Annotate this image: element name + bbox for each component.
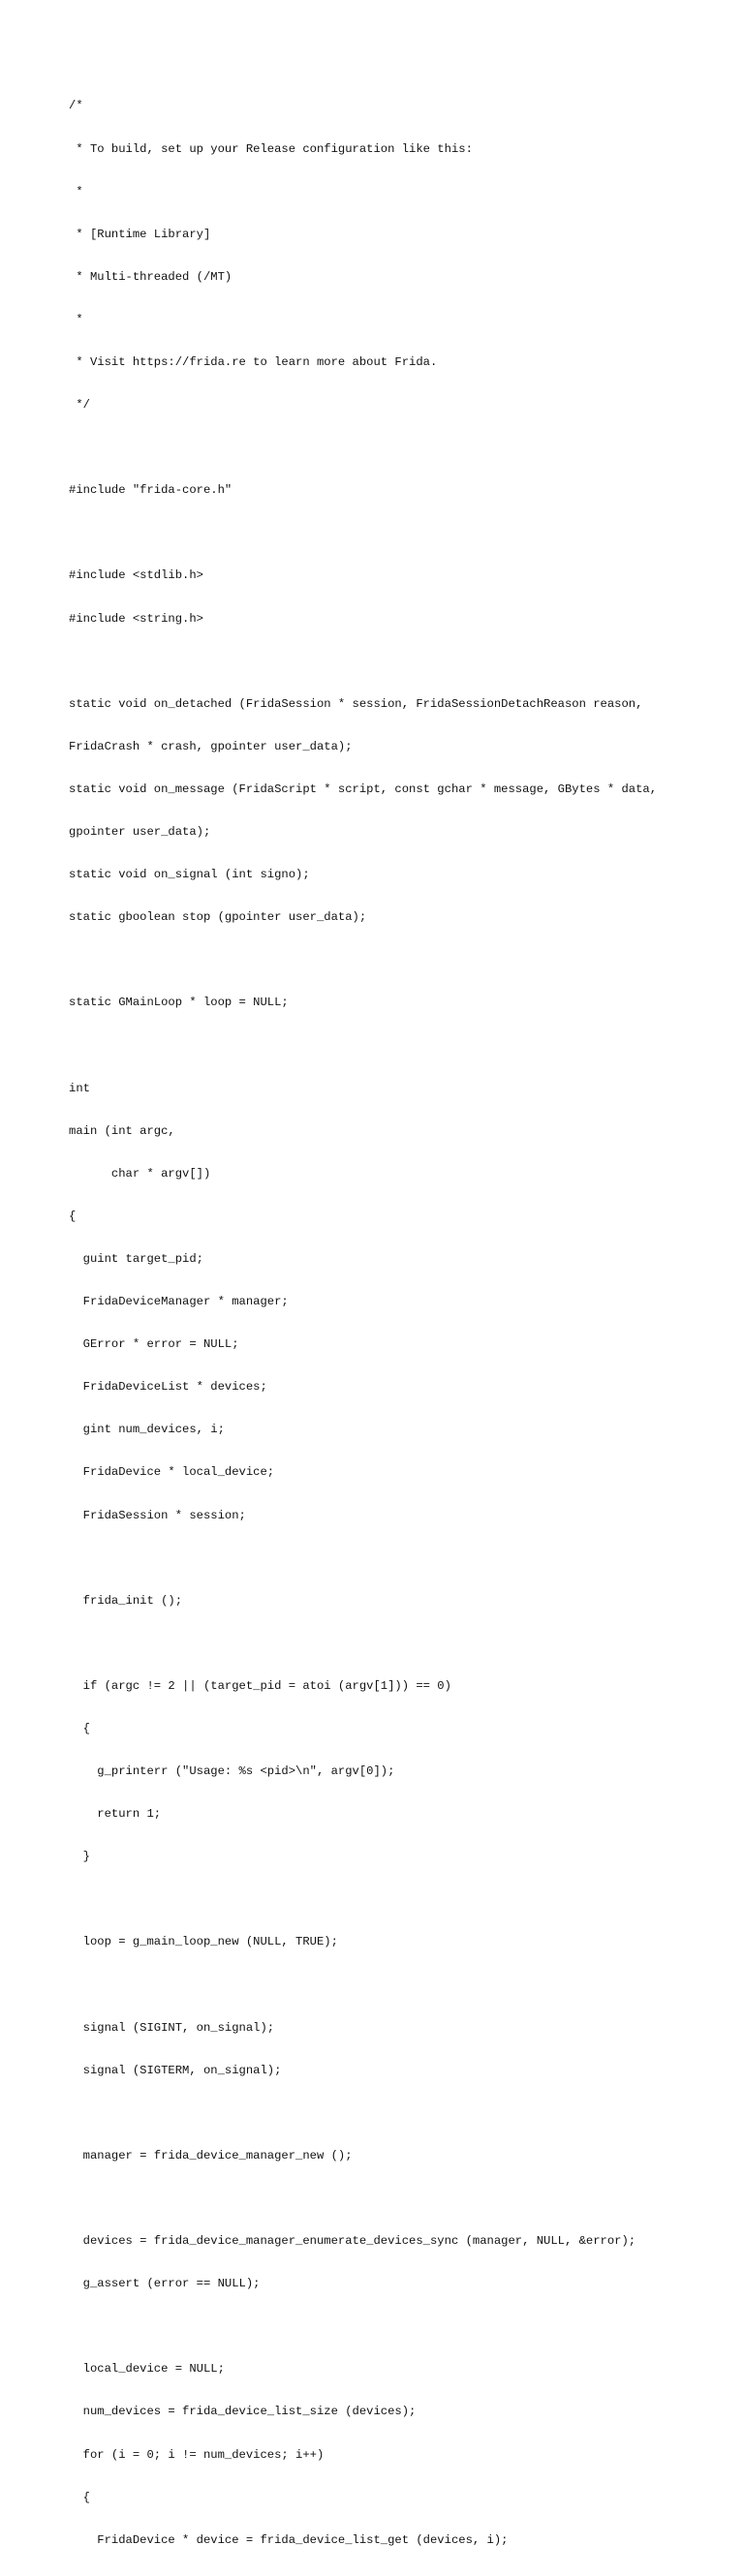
code-line: local_device = NULL;	[69, 2362, 225, 2377]
code-line: }	[69, 1850, 90, 1864]
code-line: static gboolean stop (gpointer user_data);	[69, 910, 367, 925]
code-line: GError * error = NULL;	[69, 1337, 239, 1352]
code-line	[69, 2192, 657, 2206]
code-line: manager = frida_device_manager_new ();	[69, 2148, 353, 2162]
code-line: main (int argc,	[69, 1123, 175, 1138]
code-line	[69, 953, 657, 967]
code-line: static void on_signal (int signo);	[69, 868, 310, 882]
code-line: #include "frida-core.h"	[69, 483, 232, 498]
code-line: g_printerr ("Usage: %s <pid>\n", argv[0]);	[69, 1764, 395, 1779]
code-line: guint target_pid;	[69, 1251, 203, 1266]
code-line: * [Runtime Library]	[69, 227, 211, 241]
code-line: {	[69, 2490, 90, 2504]
code-line	[69, 1038, 657, 1053]
code-line	[69, 441, 657, 455]
code-line: /*	[69, 99, 83, 113]
code-line: {	[69, 1721, 90, 1735]
code-line: */	[69, 398, 90, 413]
code-line: FridaDeviceList * devices;	[69, 1380, 267, 1395]
code-line	[69, 526, 657, 540]
code-line: FridaCrash * crash, gpointer user_data);	[69, 739, 353, 753]
code-line	[69, 1551, 657, 1566]
code-line: if (argc != 2 || (target_pid = atoi (argv[1])) == 0)	[69, 1678, 451, 1693]
code-line: FridaDevice * device = frida_device_list_get (devices, i);	[69, 2532, 509, 2547]
code-block	[69, 71, 657, 2576]
code-line: #include <stdlib.h>	[69, 568, 203, 583]
code-line: {	[69, 1209, 77, 1223]
code-line: static GMainLoop * loop = NULL;	[69, 996, 289, 1010]
code-line: gpointer user_data);	[69, 825, 211, 839]
code-line: signal (SIGTERM, on_signal);	[69, 2063, 282, 2077]
code-line: FridaSession * session;	[69, 1508, 246, 1522]
code-line	[69, 2319, 657, 2334]
code-line: *	[69, 184, 83, 199]
code-line: * Visit https://frida.re to learn more about Frida.	[69, 354, 438, 369]
code-line: return 1;	[69, 1807, 162, 1822]
code-line: * To build, set up your Release configuration like this:	[69, 141, 473, 156]
code-line: static void on_message (FridaScript * script, const gchar * message, GBytes * data,	[69, 782, 658, 796]
code-line: #include <string.h>	[69, 611, 203, 626]
code-line: int	[69, 1081, 90, 1095]
code-line: gint num_devices, i;	[69, 1423, 225, 1437]
code-line: static void on_detached (FridaSession * session, FridaSessionDetachReason reason,	[69, 696, 643, 711]
code-line: for (i = 0; i != num_devices; i++)	[69, 2447, 325, 2462]
code-line: char * argv[])	[69, 1166, 211, 1181]
code-line	[69, 1978, 657, 1993]
code-line	[69, 1637, 657, 1651]
code-line	[69, 2106, 657, 2121]
code-line	[69, 1892, 657, 1907]
code-line: num_devices = frida_device_list_size (devices);	[69, 2405, 417, 2419]
code-line: FridaDeviceManager * manager;	[69, 1295, 289, 1309]
code-line	[69, 655, 657, 669]
code-line: frida_init ();	[69, 1593, 183, 1608]
code-line: signal (SIGINT, on_signal);	[69, 2020, 275, 2035]
code-line: loop = g_main_loop_new (NULL, TRUE);	[69, 1935, 338, 1949]
code-line: devices = frida_device_manager_enumerate_devices_sync (manager, NULL, &error);	[69, 2234, 636, 2249]
code-line: FridaDevice * local_device;	[69, 1465, 275, 1480]
code-line: g_assert (error == NULL);	[69, 2277, 261, 2291]
code-line: *	[69, 312, 83, 326]
code-line: * Multi-threaded (/MT)	[69, 269, 232, 284]
